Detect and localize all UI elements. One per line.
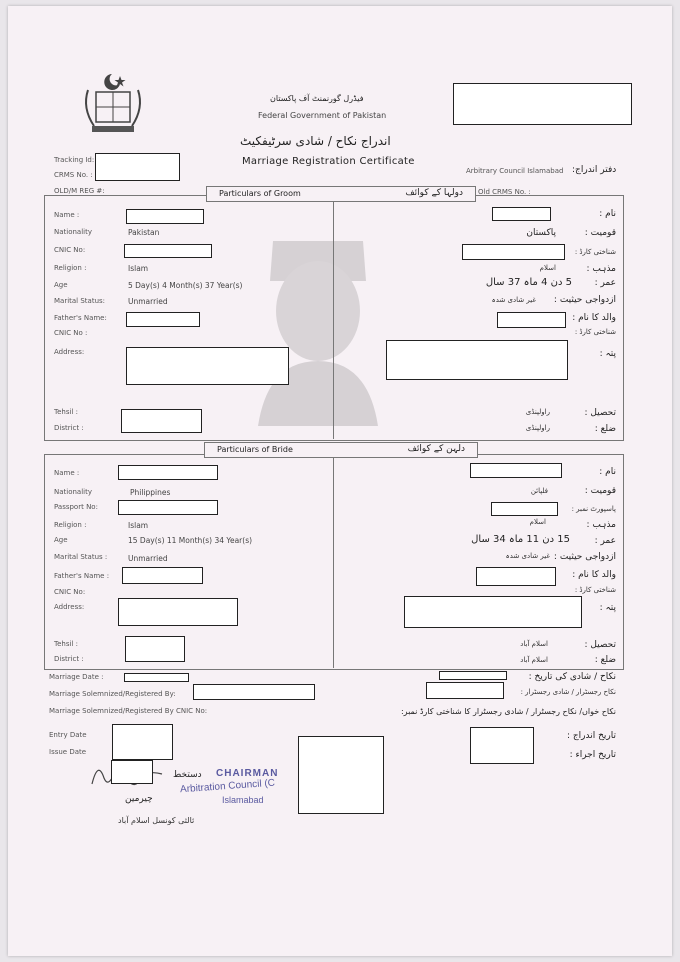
groom-marital-value: Unmarried bbox=[128, 297, 168, 306]
bride-marital-urdu: ازدواجی حیثیت : bbox=[553, 552, 616, 562]
marriage-date-urdu: نکاح / شادی کی تاریخ : bbox=[528, 672, 616, 682]
redacted-box bbox=[492, 207, 551, 221]
bride-father-label: Father's Name : bbox=[54, 572, 110, 580]
groom-name-urdu: نام : bbox=[599, 209, 616, 219]
bride-religion-urdu: مذہب : bbox=[586, 520, 616, 530]
redacted-box bbox=[453, 83, 632, 125]
groom-age-urdu: عمر : bbox=[594, 278, 616, 288]
issue-date-urdu: تاریخ اجراء : bbox=[569, 750, 616, 760]
gov-english: Federal Government of Pakistan bbox=[258, 111, 387, 120]
signature-urdu: دستخط bbox=[173, 770, 202, 780]
bride-divider bbox=[333, 454, 334, 668]
stamp-line3: Islamabad bbox=[222, 795, 264, 805]
title-urdu: اندراج نکاح / شادی سرٹیفکیٹ bbox=[240, 134, 391, 148]
groom-religion-label: Religion : bbox=[54, 264, 87, 272]
bride-father-cnic-urdu: شناختی کارڈ : bbox=[574, 586, 616, 594]
council-english: Arbitrary Council Islamabad bbox=[466, 167, 564, 175]
bride-age-label: Age bbox=[54, 536, 68, 544]
groom-nationality-urdu: قومیت : bbox=[584, 228, 616, 238]
solemnized-by-label: Marriage Solemnized/Registered By: bbox=[49, 690, 176, 698]
bride-tehsil-label: Tehsil : bbox=[54, 640, 78, 648]
bride-address-label: Address: bbox=[54, 603, 85, 611]
bride-nationality-urdu-value: فلپائن bbox=[530, 487, 548, 495]
entry-date-label: Entry Date bbox=[49, 731, 87, 739]
groom-marital-urdu: ازدواجی حیثیت : bbox=[553, 295, 616, 305]
solemnized-cnic-urdu: نکاح خواں/ نکاح رجسٹرار / شادی رجسٹرار کا شناختی کارڈ نمبر: bbox=[400, 707, 616, 716]
redacted-box bbox=[118, 598, 238, 626]
groom-divider bbox=[333, 195, 334, 439]
bride-tehsil-urdu-value: اسلام آباد bbox=[520, 640, 548, 648]
bride-passport-urdu: پاسپورٹ نمبر : bbox=[571, 505, 616, 513]
bride-father-urdu: والد کا نام : bbox=[572, 570, 616, 580]
bride-tab-english: Particulars of Bride bbox=[217, 445, 293, 454]
groom-district-urdu: ضلع : bbox=[594, 424, 616, 434]
groom-father-cnic-label: CNIC No : bbox=[54, 329, 88, 337]
groom-father-cnic-urdu: شناختی کارڈ : bbox=[574, 328, 616, 336]
bride-marital-value: Unmarried bbox=[128, 554, 168, 563]
groom-cnic-urdu: شناختی کارڈ : bbox=[574, 248, 616, 256]
entry-date-urdu: تاریخ اندراج : bbox=[566, 731, 616, 741]
groom-tehsil-label: Tehsil : bbox=[54, 408, 78, 416]
groom-district-urdu-value: راولپنڈی bbox=[525, 424, 550, 432]
groom-tehsil-urdu: تحصیل : bbox=[584, 408, 616, 418]
groom-religion-urdu: مذہب : bbox=[586, 264, 616, 274]
groom-tab bbox=[206, 186, 476, 202]
redacted-box bbox=[122, 567, 203, 584]
groom-address-urdu: پتہ : bbox=[599, 349, 616, 359]
pakistan-emblem-icon bbox=[78, 70, 148, 140]
groom-father-urdu: والد کا نام : bbox=[572, 313, 616, 323]
groom-tehsil-urdu-value: راولپنڈی bbox=[525, 408, 550, 416]
bride-district-urdu: ضلع : bbox=[594, 655, 616, 665]
redacted-box bbox=[126, 312, 200, 327]
gov-urdu: فیڈرل گورنمنٹ آف پاکستان bbox=[270, 94, 364, 103]
groom-religion-value: Islam bbox=[128, 264, 149, 273]
groom-father-label: Father's Name: bbox=[54, 314, 107, 322]
bride-nationality-label: Nationality bbox=[54, 488, 93, 496]
oldm-label: OLD/M REG #: bbox=[54, 187, 105, 195]
bride-age-value: 15 Day(s) 11 Month(s) 34 Year(s) bbox=[128, 536, 253, 545]
marriage-date-label: Marriage Date : bbox=[49, 673, 104, 681]
redacted-box bbox=[439, 671, 507, 680]
bride-tab bbox=[204, 442, 478, 458]
groom-nationality-value: Pakistan bbox=[128, 228, 160, 237]
bride-marital-label: Marital Status : bbox=[54, 553, 108, 561]
stamp-line2: Arbitration Council (C bbox=[179, 777, 276, 796]
redacted-box bbox=[118, 500, 218, 515]
old-crms-label: Old CRMS No. : bbox=[478, 188, 531, 196]
redacted-box bbox=[126, 347, 289, 385]
groom-age-value: 5 Day(s) 4 Month(s) 37 Year(s) bbox=[128, 281, 243, 290]
bride-father-cnic-label: CNIC No: bbox=[54, 588, 86, 596]
redacted-box bbox=[124, 244, 212, 258]
redacted-box bbox=[497, 312, 566, 328]
groom-marital-urdu-value: غیر شادی شدہ bbox=[491, 296, 536, 304]
tracking-label: Tracking Id: bbox=[54, 156, 95, 164]
bride-name-label: Name : bbox=[54, 469, 80, 477]
bride-nationality-urdu: قومیت : bbox=[584, 486, 616, 496]
bride-address-urdu: پتہ : bbox=[599, 603, 616, 613]
redacted-box bbox=[118, 465, 218, 480]
groom-tab-urdu: دولہا کے کوائف bbox=[405, 188, 463, 198]
groom-religion-urdu-value: اسلام bbox=[539, 264, 556, 272]
bride-passport-label: Passport No: bbox=[54, 503, 98, 511]
bride-religion-label: Religion : bbox=[54, 521, 87, 529]
redacted-box bbox=[470, 463, 562, 478]
certificate-paper bbox=[8, 6, 672, 956]
redacted-box bbox=[491, 502, 558, 516]
groom-marital-label: Marital Status: bbox=[54, 297, 106, 305]
groom-nationality-urdu-value: پاکستان bbox=[526, 228, 556, 238]
redacted-box bbox=[111, 760, 153, 784]
groom-age-urdu-value: 5 دن 4 ماہ 37 سال bbox=[485, 277, 572, 288]
redacted-box bbox=[193, 684, 315, 700]
bride-district-label: District : bbox=[54, 655, 84, 663]
groom-age-label: Age bbox=[54, 281, 68, 289]
groom-tab-english: Particulars of Groom bbox=[219, 189, 301, 198]
bride-tehsil-urdu: تحصیل : bbox=[584, 640, 616, 650]
chairman-urdu: چیرمین bbox=[125, 794, 153, 804]
redacted-box bbox=[121, 409, 202, 433]
solemnized-by-urdu: نکاح رجسٹرار / شادی رجسٹرار : bbox=[520, 688, 616, 696]
council-urdu: دفتر اندراج: bbox=[572, 165, 617, 175]
redacted-box bbox=[124, 673, 189, 682]
bride-nationality-value: Philippines bbox=[130, 488, 171, 497]
redacted-box bbox=[426, 682, 504, 699]
redacted-box bbox=[386, 340, 568, 380]
stamp-line1: CHAIRMAN bbox=[216, 768, 279, 779]
crms-label: CRMS No. : bbox=[54, 171, 93, 179]
solemnized-cnic-label: Marriage Solemnized/Registered By CNIC No: bbox=[49, 707, 208, 715]
redacted-box bbox=[462, 244, 565, 260]
redacted-box bbox=[95, 153, 180, 181]
groom-name-label: Name : bbox=[54, 211, 80, 219]
redacted-box bbox=[125, 636, 185, 662]
redacted-box bbox=[126, 209, 204, 224]
bride-name-urdu: نام : bbox=[599, 467, 616, 477]
bride-marital-urdu-value: غیر شادی شدہ bbox=[505, 552, 550, 560]
council-urdu-footer: ثالثی کونسل اسلام آباد bbox=[118, 816, 195, 825]
bride-age-urdu: عمر : bbox=[594, 536, 616, 546]
bride-religion-urdu-value: اسلام bbox=[529, 518, 546, 526]
groom-address-label: Address: bbox=[54, 348, 85, 356]
redacted-box bbox=[470, 727, 534, 764]
bride-religion-value: Islam bbox=[128, 521, 149, 530]
redacted-box bbox=[476, 567, 556, 586]
groom-cnic-label: CNIC No: bbox=[54, 246, 86, 254]
bride-age-urdu-value: 15 دن 11 ماہ 34 سال bbox=[471, 534, 570, 545]
groom-nationality-label: Nationality bbox=[54, 228, 93, 236]
bride-tab-urdu: دلہن کے کوائف bbox=[407, 444, 465, 454]
title-english: Marriage Registration Certificate bbox=[242, 156, 415, 167]
bride-district-urdu-value: اسلام آباد bbox=[520, 656, 548, 664]
redacted-box bbox=[298, 736, 384, 814]
redacted-box bbox=[404, 596, 582, 628]
groom-district-label: District : bbox=[54, 424, 84, 432]
issue-date-label: Issue Date bbox=[49, 748, 87, 756]
